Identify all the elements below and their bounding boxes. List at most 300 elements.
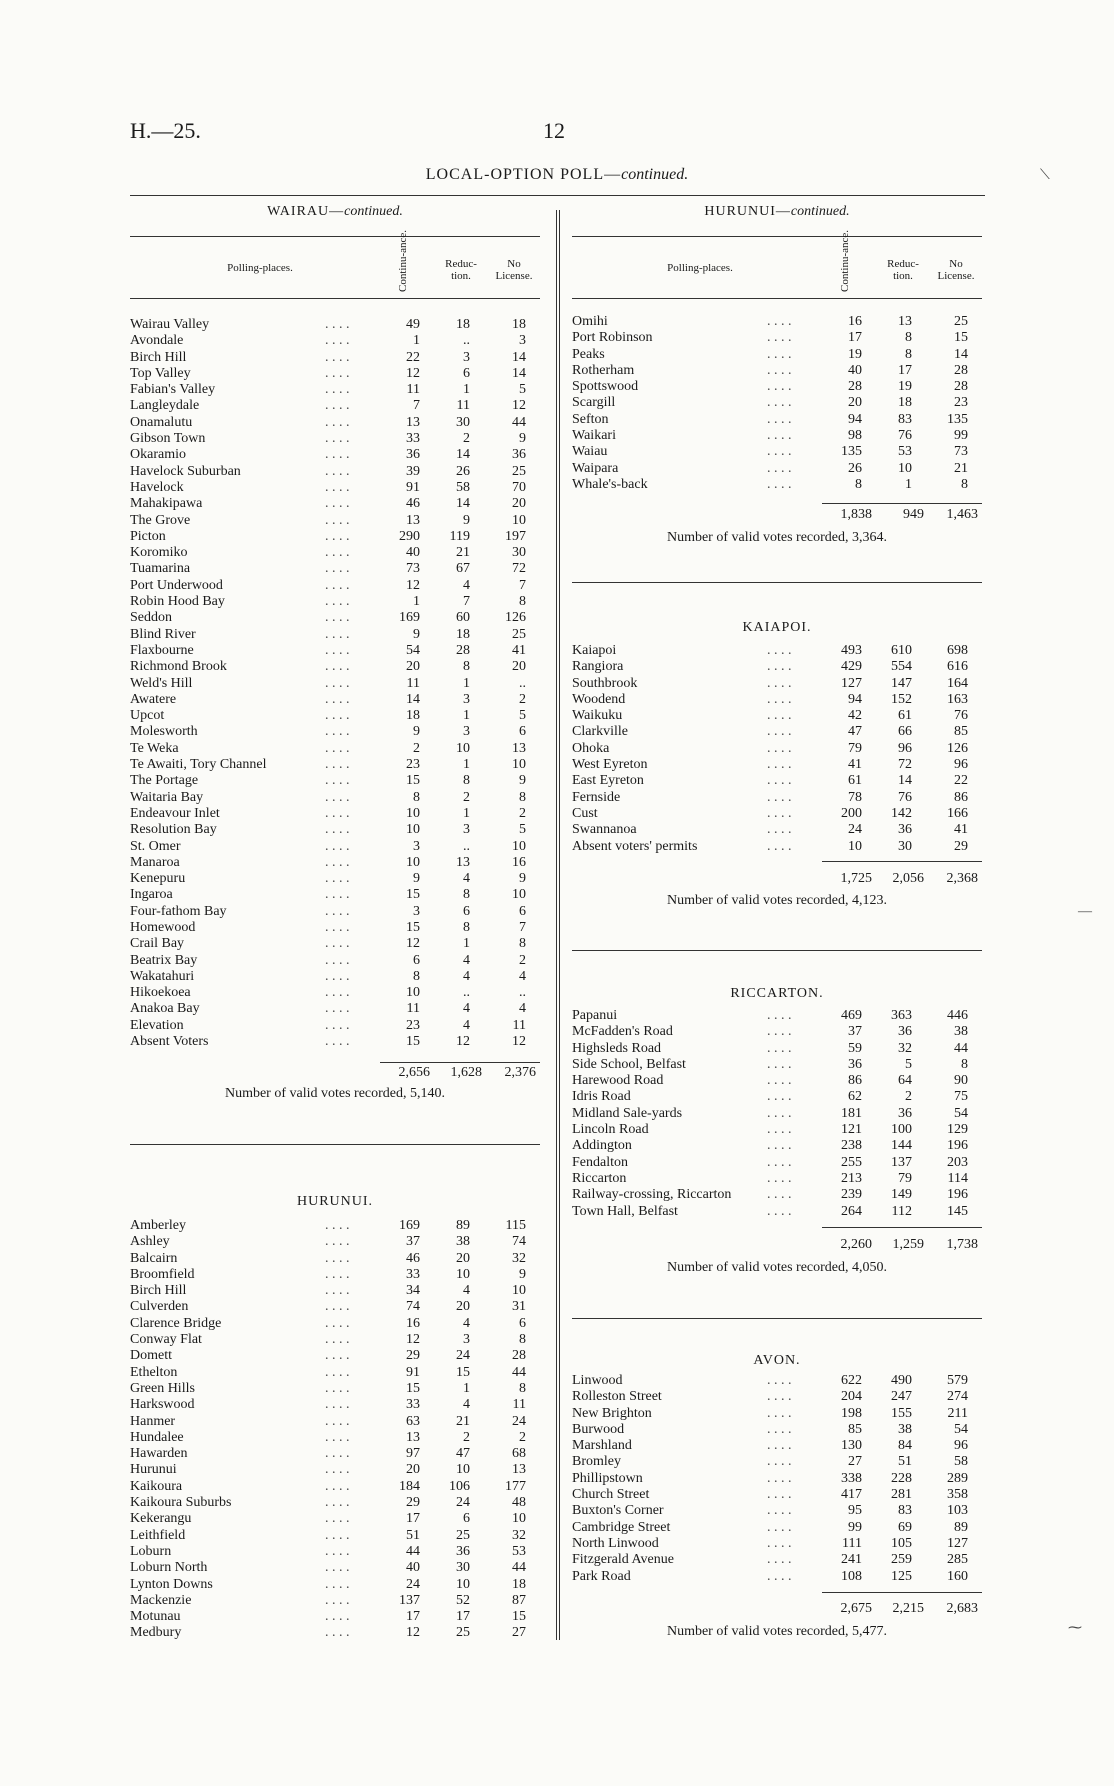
leader-dots: . . . . — [767, 675, 792, 691]
polling-place-name: Birch Hill — [130, 1283, 187, 1299]
no-license-value: 38 — [954, 1024, 968, 1040]
leader-dots: . . . . — [325, 1625, 350, 1641]
polling-place-name: Riccarton — [572, 1170, 627, 1186]
polling-place-name: Havelock Suburban — [130, 463, 241, 479]
continuance-value: 12 — [406, 1332, 420, 1348]
no-license-value: 8 — [961, 476, 968, 492]
continuance-value: 238 — [841, 1138, 862, 1154]
leader-dots: . . . . — [325, 1592, 350, 1608]
no-license-value: 96 — [954, 1438, 968, 1454]
margin-mark: — — [1078, 904, 1092, 919]
wairau-row — [130, 398, 540, 414]
continuance-value: 121 — [841, 1122, 862, 1138]
kaiapoi-row — [572, 757, 982, 773]
continuance-value: 200 — [841, 805, 862, 821]
polling-place-name: Rolleston Street — [572, 1389, 662, 1405]
no-license-value: 14 — [512, 365, 526, 381]
no-license-value: 9 — [519, 431, 526, 447]
continuance-value: 338 — [841, 1470, 862, 1486]
continuance-value: 36 — [406, 447, 420, 463]
polling-place-name: Leithfield — [130, 1527, 186, 1543]
reduction-value: 30 — [456, 1560, 470, 1576]
reduction-value: 17 — [898, 362, 912, 378]
leader-dots: . . . . — [325, 1609, 350, 1625]
continuance-value: 15 — [406, 1034, 420, 1050]
polling-place-name: Side School, Belfast — [572, 1056, 686, 1072]
polling-place-name: Waiau — [572, 444, 608, 460]
continuance-value: 3 — [413, 903, 420, 919]
continuance-value: 79 — [848, 740, 862, 756]
leader-dots: . . . . — [767, 691, 792, 707]
avon-row — [572, 1454, 982, 1470]
leader-dots: . . . . — [325, 610, 350, 626]
reduction-value: 3 — [463, 724, 470, 740]
reduction-value: 105 — [891, 1535, 912, 1551]
kaiapoi-valid-votes-note: Number of valid votes recorded, 4,123. — [666, 893, 888, 908]
continuance-value: 49 — [406, 317, 420, 332]
reduction-value: 72 — [898, 757, 912, 773]
leader-dots: . . . . — [325, 1462, 350, 1478]
reduction-value: 76 — [898, 789, 912, 805]
continuance-value: 213 — [841, 1170, 862, 1186]
continuance-value: 15 — [406, 887, 420, 903]
leader-dots: . . . . — [325, 1034, 350, 1050]
hurunui-valid-votes-note: Number of valid votes recorded, 3,364. — [666, 530, 888, 545]
wairau-row — [130, 594, 540, 610]
reduction-value: 76 — [898, 428, 912, 444]
polling-place-name: Tuamarina — [130, 561, 191, 577]
no-license-value: 11 — [512, 1017, 526, 1033]
continuance-value: 74 — [406, 1299, 420, 1315]
continuance-value: 20 — [406, 659, 420, 675]
kaiapoi-end-rule — [572, 950, 982, 951]
continuance-value: 61 — [848, 773, 862, 789]
leader-dots: . . . . — [325, 496, 350, 512]
hurunui-continued-row — [572, 363, 982, 379]
leader-dots: . . . . — [325, 561, 350, 577]
hurunui-continued-row — [572, 428, 982, 444]
no-license-value: 76 — [954, 708, 968, 724]
no-license-value: 32 — [512, 1250, 526, 1266]
riccarton-total-reduction: 1,259 — [892, 1237, 924, 1252]
polling-place-name: Absent Voters — [130, 1034, 209, 1050]
leader-dots: . . . . — [325, 594, 350, 610]
continuance-value: 26 — [848, 460, 862, 476]
wairau-row — [130, 839, 540, 855]
continuance-value: 15 — [406, 919, 420, 935]
no-license-value: 44 — [512, 414, 526, 430]
wairau-row — [130, 1001, 540, 1017]
leader-dots: . . . . — [325, 724, 350, 740]
leader-dots: . . . . — [325, 675, 350, 691]
reduction-value: 24 — [456, 1495, 470, 1511]
reduction-value: 30 — [898, 838, 912, 854]
leader-dots: . . . . — [325, 1560, 350, 1576]
polling-place-name: Koromiko — [130, 545, 188, 561]
reduction-value: 8 — [905, 330, 912, 346]
polling-place-name: Four-fathom Bay — [130, 903, 227, 919]
leader-dots: . . . . — [325, 708, 350, 724]
reduction-value: 36 — [456, 1543, 470, 1559]
no-license-value: 72 — [512, 561, 526, 577]
leader-dots: . . . . — [767, 1405, 792, 1421]
reduction-value: 144 — [891, 1138, 912, 1154]
leader-dots: . . . . — [325, 642, 350, 658]
continuance-value: 42 — [848, 708, 862, 724]
polling-place-name: Bromley — [572, 1454, 621, 1470]
reduction-value: 155 — [891, 1405, 912, 1421]
no-license-value: 54 — [954, 1105, 968, 1121]
continuance-value: 40 — [406, 1560, 420, 1576]
no-license-value: 28 — [954, 379, 968, 395]
wairau-row — [130, 578, 540, 594]
polling-place-name: Whale's-back — [572, 476, 648, 492]
wairau-row — [130, 431, 540, 447]
no-license-value: 15 — [512, 1609, 526, 1625]
reduction-value: .. — [463, 333, 470, 349]
polling-place-name: Port Robinson — [572, 330, 653, 346]
continuance-value: 9 — [413, 724, 420, 740]
polling-place-name: Omihi — [572, 314, 608, 329]
continuance-value: 14 — [406, 691, 420, 707]
wairau-row — [130, 350, 540, 366]
reduction-value: 47 — [456, 1446, 470, 1462]
continuance-value: 86 — [848, 1073, 862, 1089]
avon-row — [572, 1552, 982, 1568]
no-license-value: 2 — [519, 952, 526, 968]
polling-place-name: Woodend — [572, 691, 626, 707]
right-polling-places-header: Polling-places. — [667, 262, 733, 274]
avon-row — [572, 1471, 982, 1487]
hurunui-row — [130, 1560, 540, 1576]
polling-place-name: Ethelton — [130, 1364, 178, 1380]
polling-place-name: Cust — [572, 805, 598, 821]
continuance-value: 12 — [406, 577, 420, 593]
no-license-value: 18 — [512, 1576, 526, 1592]
avon-row — [572, 1422, 982, 1438]
continuance-value: 91 — [406, 479, 420, 495]
reduction-value: 38 — [898, 1421, 912, 1437]
hurunui-row — [130, 1251, 540, 1267]
leader-dots: . . . . — [325, 333, 350, 349]
continuance-value: 493 — [841, 643, 862, 658]
continuance-value: 95 — [848, 1503, 862, 1519]
reduction-value: 4 — [463, 1315, 470, 1331]
riccarton-total-rule — [822, 1227, 982, 1228]
no-license-value: 160 — [947, 1568, 968, 1584]
continuance-value: 97 — [406, 1446, 420, 1462]
hurunui-row — [130, 1299, 540, 1315]
reduction-value: 36 — [898, 1024, 912, 1040]
polling-place-name: Hanmer — [130, 1413, 176, 1429]
leader-dots: . . . . — [325, 1283, 350, 1299]
hurunui-row — [130, 1283, 540, 1299]
polling-place-name: Wairau Valley — [130, 317, 210, 332]
wairau-row — [130, 643, 540, 659]
no-license-value: 12 — [512, 1034, 526, 1050]
continuance-value: 169 — [399, 610, 420, 626]
wairau-row — [130, 724, 540, 740]
polling-place-name: Harewood Road — [572, 1073, 664, 1089]
continuance-value: 8 — [855, 476, 862, 492]
no-license-value: 14 — [512, 349, 526, 365]
leader-dots: . . . . — [767, 724, 792, 740]
reduction-value: 14 — [456, 447, 470, 463]
polling-place-name: Awatere — [130, 691, 177, 707]
hurunui-total-reduction: 949 — [903, 507, 924, 522]
continuance-value: 22 — [406, 349, 420, 365]
kaiapoi-row — [572, 676, 982, 692]
polling-place-name: Linwood — [572, 1373, 623, 1388]
reduction-value: 8 — [463, 659, 470, 675]
continuance-value: 622 — [841, 1373, 862, 1388]
continuance-value: 73 — [406, 561, 420, 577]
reduction-value: 149 — [891, 1187, 912, 1203]
polling-place-name: Resolution Bay — [130, 822, 217, 838]
reduction-value: 2 — [463, 431, 470, 447]
leader-dots: . . . . — [325, 1299, 350, 1315]
hurunui-continued-row — [572, 412, 982, 428]
no-license-value: 44 — [512, 1560, 526, 1576]
page-reference: H.—25. — [130, 118, 201, 143]
no-license-value: 13 — [512, 740, 526, 756]
no-license-value: 8 — [519, 1380, 526, 1396]
reduction-value: 1 — [463, 757, 470, 773]
reduction-value: 363 — [891, 1008, 912, 1023]
no-license-value: 4 — [519, 968, 526, 984]
continuance-value: 94 — [848, 691, 862, 707]
leader-dots: . . . . — [767, 838, 792, 854]
leader-dots: . . . . — [325, 1397, 350, 1413]
no-license-value: 44 — [954, 1040, 968, 1056]
polling-place-name: Waitaria Bay — [130, 789, 204, 805]
wairau-table — [130, 317, 540, 1050]
reduction-value: 52 — [456, 1592, 470, 1608]
no-license-value: 75 — [954, 1089, 968, 1105]
wairau-row — [130, 985, 540, 1001]
continuance-value: 11 — [406, 675, 420, 691]
no-license-value: 20 — [512, 496, 526, 512]
no-license-value: 48 — [512, 1495, 526, 1511]
leader-dots: . . . . — [767, 411, 792, 427]
reduction-value: 112 — [891, 1203, 912, 1219]
continuance-value: 184 — [399, 1478, 420, 1494]
wairau-row — [130, 708, 540, 724]
reduction-value: 2 — [463, 1429, 470, 1445]
wairau-total-rule — [380, 1062, 540, 1063]
no-license-value: 25 — [954, 314, 968, 329]
no-license-value: 115 — [505, 1218, 526, 1233]
reduction-value: 3 — [463, 1332, 470, 1348]
polling-place-name: New Brighton — [572, 1405, 652, 1421]
leader-dots: . . . . — [325, 1315, 350, 1331]
continuance-value: 130 — [841, 1438, 862, 1454]
polling-place-name: Hundalee — [130, 1429, 184, 1445]
reduction-value: 5 — [905, 1056, 912, 1072]
continuance-value: 11 — [406, 382, 420, 398]
polling-place-name: Loburn North — [130, 1560, 208, 1576]
reduction-value: 19 — [898, 379, 912, 395]
riccarton-row — [572, 1041, 982, 1057]
polling-place-name: Lynton Downs — [130, 1576, 213, 1592]
avon-row — [572, 1438, 982, 1454]
wairau-row — [130, 676, 540, 692]
hurunui-continued-row — [572, 444, 982, 460]
reduction-value: 26 — [456, 463, 470, 479]
reduction-value: 11 — [456, 398, 470, 414]
hurunui-row — [130, 1218, 540, 1234]
continuance-value: 20 — [848, 395, 862, 411]
continuance-value: 46 — [406, 496, 420, 512]
leader-dots: . . . . — [325, 1218, 350, 1233]
reduction-value: 4 — [463, 968, 470, 984]
kaiapoi-row — [572, 773, 982, 789]
no-license-value: 5 — [519, 382, 526, 398]
leader-dots: . . . . — [325, 1495, 350, 1511]
right-reduction-header: Reduc-tion. — [887, 258, 919, 282]
wairau-row — [130, 659, 540, 675]
reduction-value: 3 — [463, 691, 470, 707]
polling-place-name: Langleydale — [130, 398, 200, 414]
continuance-value: 94 — [848, 411, 862, 427]
hurunui-row — [130, 1462, 540, 1478]
polling-place-name: The Portage — [130, 773, 199, 789]
avon-row — [572, 1373, 982, 1389]
no-license-value: 135 — [947, 411, 968, 427]
continuance-value: 12 — [406, 1625, 420, 1641]
avon-row — [572, 1503, 982, 1519]
reduction-value: 21 — [456, 1413, 470, 1429]
no-license-value: 10 — [512, 887, 526, 903]
continuance-value: 17 — [406, 1609, 420, 1625]
polling-place-name: Hikoekoea — [130, 985, 191, 1001]
left-column-heading: WAIRAU—continued. — [267, 204, 403, 219]
reduction-value: 3 — [463, 822, 470, 838]
no-license-value: 36 — [512, 447, 526, 463]
polling-place-name: North Linwood — [572, 1535, 659, 1551]
continuance-value: 111 — [842, 1535, 862, 1551]
leader-dots: . . . . — [325, 1017, 350, 1033]
wairau-row — [130, 1018, 540, 1034]
leader-dots: . . . . — [767, 1154, 792, 1170]
reduction-value: 100 — [891, 1122, 912, 1138]
wairau-row — [130, 936, 540, 952]
reduction-value: 32 — [898, 1040, 912, 1056]
no-license-value: 25 — [512, 626, 526, 642]
kaiapoi-total-reduction: 2,056 — [892, 871, 924, 886]
leader-dots: . . . . — [767, 757, 792, 773]
leader-dots: . . . . — [325, 838, 350, 854]
polling-place-name: Wakatahuri — [130, 968, 195, 984]
polling-place-name: St. Omer — [130, 838, 181, 854]
polling-place-name: Picton — [130, 528, 166, 544]
hurunui-end-rule — [572, 582, 982, 583]
hurunui-continued-row — [572, 461, 982, 477]
leader-dots: . . . . — [325, 577, 350, 593]
polling-place-name: Top Valley — [130, 365, 191, 381]
continuance-value: 19 — [848, 346, 862, 362]
reduction-value: 4 — [463, 1397, 470, 1413]
leader-dots: . . . . — [767, 789, 792, 805]
polling-place-name: Phillipstown — [572, 1470, 643, 1486]
polling-place-name: Peaks — [572, 346, 605, 362]
reduction-value: 8 — [905, 346, 912, 362]
reduction-value: 247 — [891, 1389, 912, 1405]
leader-dots: . . . . — [767, 330, 792, 346]
no-license-value: 126 — [947, 740, 968, 756]
continuance-value: 12 — [406, 936, 420, 952]
no-license-value: 126 — [505, 610, 526, 626]
left-no-license-header: No License. — [495, 258, 533, 282]
reduction-value: 38 — [456, 1234, 470, 1250]
leader-dots: . . . . — [767, 379, 792, 395]
polling-place-name: Flaxbourne — [130, 642, 194, 658]
kaiapoi-total-no-license: 2,368 — [946, 871, 978, 886]
hurunui-row — [130, 1577, 540, 1593]
polling-place-name: Town Hall, Belfast — [572, 1203, 678, 1219]
leader-dots: . . . . — [325, 952, 350, 968]
reduction-value: 10 — [456, 1266, 470, 1282]
leader-dots: . . . . — [325, 854, 350, 870]
wairau-row — [130, 806, 540, 822]
continuance-value: 51 — [406, 1527, 420, 1543]
reduction-value: 58 — [456, 479, 470, 495]
reduction-value: 9 — [463, 512, 470, 528]
no-license-value: 2 — [519, 1429, 526, 1445]
leader-dots: . . . . — [325, 789, 350, 805]
right-column-heading: HURUNUI—continued. — [704, 204, 850, 219]
no-license-value: 10 — [512, 1283, 526, 1299]
reduction-value: 12 — [456, 1034, 470, 1050]
wairau-row — [130, 822, 540, 838]
polling-place-name: Ashley — [130, 1234, 170, 1250]
no-license-value: 12 — [512, 398, 526, 414]
polling-place-name: Port Underwood — [130, 577, 223, 593]
leader-dots: . . . . — [325, 1250, 350, 1266]
polling-place-name: Upcot — [130, 708, 165, 724]
riccarton-end-rule — [572, 1318, 982, 1319]
leader-dots: . . . . — [767, 1552, 792, 1568]
hurunui-continued-row — [572, 379, 982, 395]
polling-place-name: Absent voters' permits — [572, 838, 698, 854]
leader-dots: . . . . — [325, 479, 350, 495]
wairau-valid-votes-note: Number of valid votes recorded, 5,140. — [224, 1086, 446, 1101]
reduction-value: 20 — [456, 1299, 470, 1315]
continuance-value: 46 — [406, 1250, 420, 1266]
right-no-license-header: No License. — [937, 258, 975, 282]
no-license-value: 73 — [954, 444, 968, 460]
continuance-value: 2 — [413, 740, 420, 756]
continuance-value: 33 — [406, 1397, 420, 1413]
hurunui-row — [130, 1625, 540, 1641]
kaiapoi-row — [572, 643, 982, 659]
continuance-value: 91 — [406, 1364, 420, 1380]
polling-place-name: Swannanoa — [572, 822, 637, 838]
continuance-value: 24 — [406, 1576, 420, 1592]
leader-dots: . . . . — [325, 919, 350, 935]
wairau-row — [130, 692, 540, 708]
leader-dots: . . . . — [325, 1576, 350, 1592]
wairau-row — [130, 317, 540, 333]
polling-place-name: Fitzgerald Avenue — [572, 1552, 674, 1568]
no-license-value: 163 — [947, 691, 968, 707]
reduction-value: 1 — [463, 708, 470, 724]
right-header-bottom-rule — [572, 298, 982, 299]
leader-dots: . . . . — [767, 346, 792, 362]
continuance-value: 98 — [848, 428, 862, 444]
leader-dots: . . . . — [325, 805, 350, 821]
polling-place-name: Birch Hill — [130, 349, 187, 365]
